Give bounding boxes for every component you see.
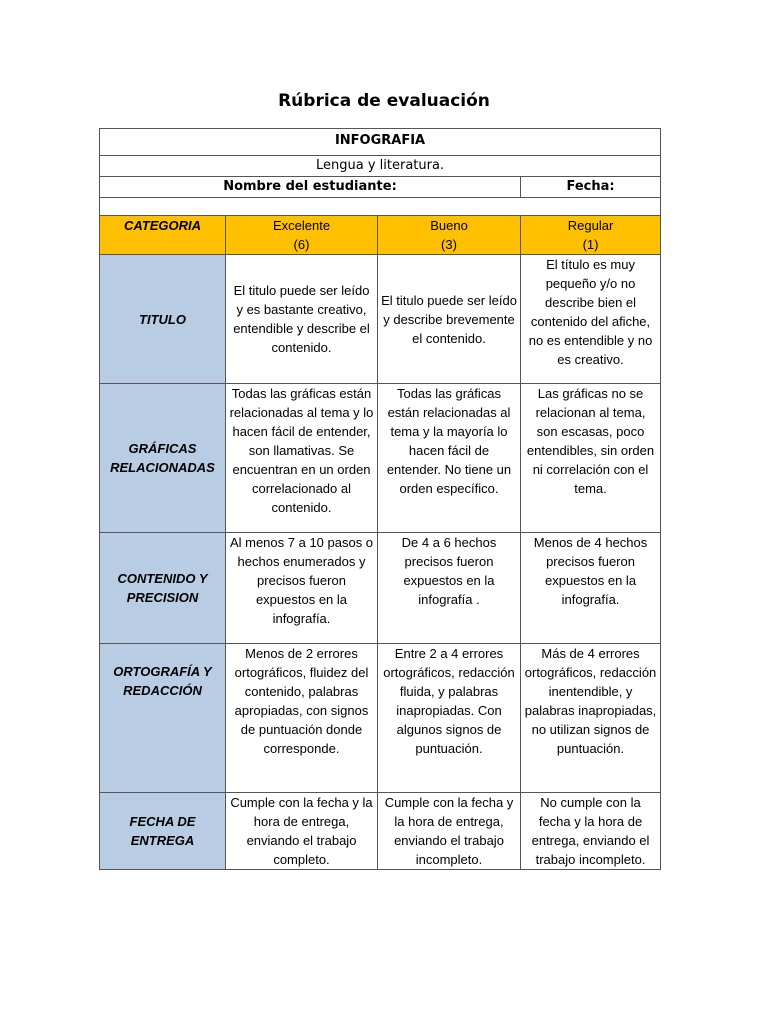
header-subject-row [100,156,661,177]
criteria-row-graficas [100,384,661,533]
cell-excelente: El titulo puede ser leído y es bastante creativo, entendible y describe el contenido. [226,255,378,384]
criteria-label: TITULO [100,255,226,384]
criteria-row-contenido [100,533,661,644]
date-field: Fecha: [521,177,661,198]
cell-bueno: El titulo puede ser leído y describe brevemente el contenido. [378,255,521,384]
level-points: (3) [441,237,457,252]
cell-regular: Más de 4 errores ortográficos, redacción inentendible, y palabras inapropiadas, no utilizan signos de puntuación. [521,644,661,793]
document-title: Rúbrica de evaluación [278,91,490,111]
spacer-row [100,198,661,216]
criteria-label: GRÁFICAS RELACIONADAS [100,384,226,533]
criteria-label: ORTOGRAFÍA Y REDACCIÓN [100,644,226,793]
level-bueno [378,216,521,255]
cell-excelente: Cumple con la fecha y la hora de entrega, enviando el trabajo completo. [226,793,378,870]
student-row [100,177,661,198]
levels-header-row [100,216,661,255]
level-regular [521,216,661,255]
cell-regular: El título es muy pequeño y/o no describe bien el contenido del afiche, no es entendible y no es creativo. [521,255,661,384]
level-points: (1) [582,237,599,252]
cell-bueno: De 4 a 6 hechos precisos fueron expuestos en la infografía . [378,533,521,644]
criteria-label: CONTENIDO Y PRECISION [100,533,226,644]
cell-regular: Las gráficas no se relacionan al tema, son escasas, poco entendibles, sin orden ni correlación con el tema. [521,384,661,533]
subject-label: Lengua y literatura. [100,156,661,177]
criteria-row-fecha [100,793,661,870]
student-name-field: Nombre del estudiante: [100,177,521,198]
cell-excelente: Todas las gráficas están relacionadas al tema y lo hacen fácil de entender, son llamativas. Se encuentran en un orden correlacionado al contenido. [226,384,378,533]
level-name: Excelente [272,218,331,233]
level-excelente [226,216,378,255]
cell-bueno: Entre 2 a 4 errores ortográficos, redacción fluida, y palabras inapropiadas. Con algunos signos de puntuación. [378,644,521,793]
table-title: INFOGRAFIA [100,129,661,156]
criteria-row-ortografia [100,644,661,793]
level-name: Regular [567,218,614,233]
criteria-row-titulo [100,255,661,384]
cell-excelente: Menos de 2 errores ortográficos, fluidez del contenido, palabras apropiadas, con signos de puntuación donde corresponde. [226,644,378,793]
rubric-table [99,128,661,870]
criteria-label: FECHA DE ENTREGA [100,793,226,870]
cell-excelente: Al menos 7 a 10 pasos o hechos enumerados y precisos fueron expuestos en la infografía. [226,533,378,644]
cell-bueno: Cumple con la fecha y la hora de entrega, enviando el trabajo incompleto. [378,793,521,870]
cell-regular: No cumple con la fecha y la hora de entrega, enviando el trabajo incompleto. [521,793,661,870]
spacer-cell [100,198,661,216]
cell-bueno: Todas las gráficas están relacionadas al tema y la mayoría lo hacen fácil de entender. No tiene un orden específico. [378,384,521,533]
level-name: Bueno [430,218,468,233]
level-points: (6) [293,237,310,252]
cell-regular: Menos de 4 hechos precisos fueron expuestos en la infografía. [521,533,661,644]
category-header: CATEGORIA [100,216,226,255]
header-title-row [100,129,661,156]
